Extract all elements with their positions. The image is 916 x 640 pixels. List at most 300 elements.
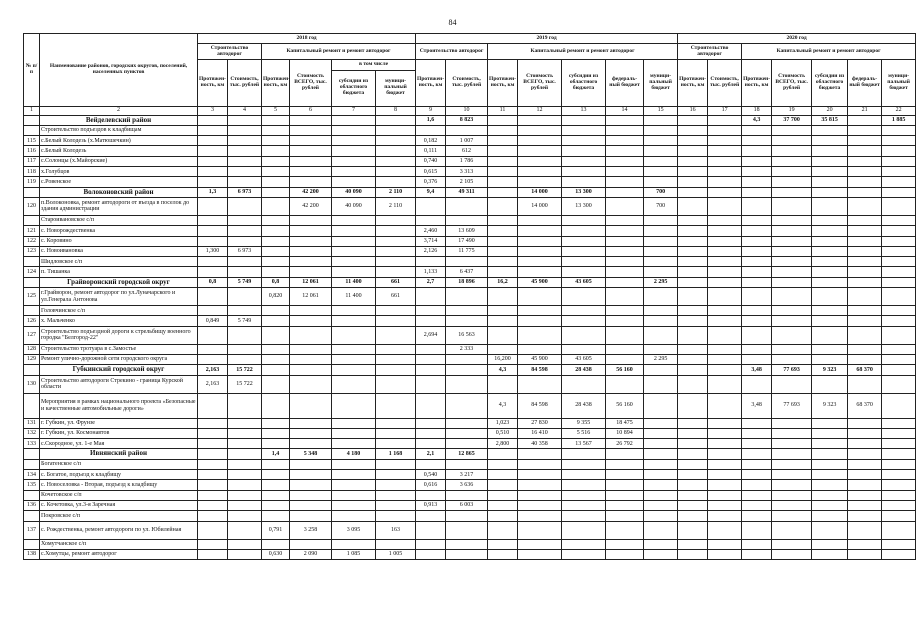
row-name: с. Коровино [40, 236, 198, 246]
cell-col-8 [376, 236, 416, 246]
cell-col-18 [742, 521, 772, 539]
cell-col-12: 16 410 [518, 428, 562, 438]
cell-col-15: 2 295 [644, 354, 678, 364]
cell-col-9: 0,615 [416, 167, 446, 177]
cell-col-8 [376, 215, 416, 225]
cell-col-4: 6 973 [228, 246, 262, 256]
cell-col-22 [882, 177, 916, 187]
cell-col-8 [376, 177, 416, 187]
header-construction-2018: Строительство автодорог [198, 44, 262, 60]
cell-col-4 [228, 549, 262, 559]
cell-col-11 [488, 539, 518, 549]
cell-col-19 [772, 326, 812, 344]
cell-col-6: 3 258 [290, 521, 332, 539]
cell-col-8 [376, 326, 416, 344]
cell-col-7 [332, 539, 376, 549]
cell-col-8 [376, 490, 416, 500]
cell-col-19 [772, 215, 812, 225]
cell-col-21 [848, 428, 882, 438]
cell-col-12 [518, 257, 562, 267]
cell-col-14 [606, 449, 644, 459]
cell-col-13 [562, 326, 606, 344]
region-row [24, 115, 916, 125]
column-numbers-row [24, 106, 916, 115]
row-name: Головчинское с/п [40, 306, 198, 316]
cell-col-14 [606, 197, 644, 215]
row-number: 126 [24, 316, 40, 326]
cell-col-8 [376, 306, 416, 316]
cell-col-20 [812, 439, 848, 449]
cell-col-11 [488, 316, 518, 326]
cell-col-11 [488, 215, 518, 225]
cell-col-9 [416, 375, 446, 393]
cell-col-20 [812, 236, 848, 246]
cell-col-14 [606, 257, 644, 267]
header-repair-2020: Капитальный ремонт и ремонт автодорог [742, 44, 916, 60]
cell-col-20 [812, 500, 848, 510]
cell-col-11: 4,3 [488, 365, 518, 375]
cell-col-8 [376, 226, 416, 236]
cell-col-21 [848, 439, 882, 449]
cell-col-6: 42 200 [290, 197, 332, 215]
cell-col-8 [376, 125, 416, 135]
cell-col-9 [416, 511, 446, 521]
row-number [24, 125, 40, 135]
cell-col-22 [882, 288, 916, 306]
cell-col-11 [488, 521, 518, 539]
cell-col-12: 45 900 [518, 277, 562, 287]
row-name: х. Мальченко [40, 316, 198, 326]
header-num: № п/п [24, 34, 40, 107]
cell-col-5 [262, 354, 290, 364]
header-cost: Стоимость, тыс. рублей [708, 60, 742, 106]
cell-col-13 [562, 267, 606, 277]
header-construction-2020: Строительство автодорог [678, 44, 742, 60]
row-number: 137 [24, 521, 40, 539]
cell-col-5 [262, 267, 290, 277]
column-number: 10 [446, 106, 488, 115]
cell-col-20 [812, 480, 848, 490]
cell-col-8: 1 005 [376, 549, 416, 559]
cell-col-19 [772, 459, 812, 469]
cell-col-15 [644, 449, 678, 459]
cell-col-14 [606, 187, 644, 197]
cell-col-10 [446, 375, 488, 393]
cell-col-17 [708, 354, 742, 364]
cell-col-3 [198, 257, 228, 267]
row-number [24, 511, 40, 521]
row-number: 132 [24, 428, 40, 438]
cell-col-5 [262, 306, 290, 316]
row-name: Кочетовское с/п [40, 490, 198, 500]
cell-col-14 [606, 156, 644, 166]
cell-col-9: 0,616 [416, 480, 446, 490]
row-number [24, 257, 40, 267]
cell-col-10 [446, 288, 488, 306]
cell-col-15 [644, 459, 678, 469]
subsection-row [24, 215, 916, 225]
cell-col-14 [606, 277, 644, 287]
cell-col-6 [290, 146, 332, 156]
cell-col-11 [488, 197, 518, 215]
cell-col-13: 9 355 [562, 418, 606, 428]
cell-col-18 [742, 539, 772, 549]
cell-col-14 [606, 511, 644, 521]
cell-col-16 [678, 439, 708, 449]
cell-col-18 [742, 490, 772, 500]
cell-col-7 [332, 156, 376, 166]
cell-col-5 [262, 470, 290, 480]
cell-col-16 [678, 306, 708, 316]
cell-col-6 [290, 215, 332, 225]
cell-col-6: 12 061 [290, 277, 332, 287]
row-name: с. Новоивановка [40, 246, 198, 256]
cell-col-21 [848, 115, 882, 125]
cell-col-10 [446, 439, 488, 449]
cell-col-15 [644, 326, 678, 344]
cell-col-7 [332, 167, 376, 177]
cell-col-16 [678, 354, 708, 364]
cell-col-21 [848, 215, 882, 225]
subsection-row [24, 257, 916, 267]
row-number: 138 [24, 549, 40, 559]
cell-col-12 [518, 146, 562, 156]
cell-col-15 [644, 521, 678, 539]
cell-col-22 [882, 393, 916, 418]
cell-col-21 [848, 246, 882, 256]
cell-col-5 [262, 326, 290, 344]
cell-col-21 [848, 326, 882, 344]
cell-col-3 [198, 115, 228, 125]
cell-col-6: 2 090 [290, 549, 332, 559]
cell-col-13 [562, 167, 606, 177]
cell-col-17 [708, 177, 742, 187]
cell-col-11 [488, 326, 518, 344]
table-row [24, 326, 916, 344]
column-number: 13 [562, 106, 606, 115]
cell-col-15 [644, 490, 678, 500]
cell-col-8: 2 110 [376, 197, 416, 215]
cell-col-12 [518, 500, 562, 510]
cell-col-11 [488, 470, 518, 480]
cell-col-21 [848, 146, 882, 156]
cell-col-9: 9,4 [416, 187, 446, 197]
cell-col-6 [290, 539, 332, 549]
cell-col-17 [708, 439, 742, 449]
cell-col-20 [812, 418, 848, 428]
cell-col-7 [332, 125, 376, 135]
table-row [24, 354, 916, 364]
row-number: 133 [24, 439, 40, 449]
cell-col-20 [812, 344, 848, 354]
cell-col-13 [562, 480, 606, 490]
cell-col-9: 1,6 [416, 115, 446, 125]
cell-col-3 [198, 288, 228, 306]
cell-col-19: 37 700 [772, 115, 812, 125]
cell-col-3 [198, 521, 228, 539]
row-number: 135 [24, 480, 40, 490]
cell-col-8 [376, 115, 416, 125]
cell-col-6 [290, 306, 332, 316]
cell-col-16 [678, 393, 708, 418]
cell-col-6 [290, 236, 332, 246]
cell-col-15 [644, 136, 678, 146]
cell-col-10 [446, 539, 488, 549]
cell-col-7 [332, 115, 376, 125]
cell-col-6 [290, 136, 332, 146]
column-number: 12 [518, 106, 562, 115]
cell-col-6 [290, 428, 332, 438]
cell-col-6 [290, 490, 332, 500]
cell-col-7 [332, 257, 376, 267]
cell-col-14 [606, 146, 644, 156]
cell-col-20 [812, 490, 848, 500]
column-number: 22 [882, 106, 916, 115]
cell-col-15 [644, 288, 678, 306]
cell-col-6 [290, 246, 332, 256]
cell-col-10: 13 609 [446, 226, 488, 236]
cell-col-3: 2,163 [198, 365, 228, 375]
cell-col-22 [882, 146, 916, 156]
cell-col-5 [262, 125, 290, 135]
cell-col-9: 0,913 [416, 500, 446, 510]
cell-col-6: 12 061 [290, 288, 332, 306]
cell-col-18 [742, 136, 772, 146]
row-number: 123 [24, 246, 40, 256]
cell-col-9: 0,182 [416, 136, 446, 146]
cell-col-9: 1,133 [416, 267, 446, 277]
cell-col-13 [562, 115, 606, 125]
cell-col-10 [446, 428, 488, 438]
cell-col-10 [446, 418, 488, 428]
cell-col-17 [708, 500, 742, 510]
cell-col-18 [742, 549, 772, 559]
cell-col-8 [376, 136, 416, 146]
cell-col-7 [332, 459, 376, 469]
cell-col-10: 6 437 [446, 267, 488, 277]
cell-col-4 [228, 439, 262, 449]
cell-col-14 [606, 470, 644, 480]
cell-col-4: 15 722 [228, 375, 262, 393]
row-name: Мероприятия в рамках национального проекта «Безопасные и качественные автомобильные дороги» [40, 393, 198, 418]
row-name: г. Губкин, ул. Фрунзе [40, 418, 198, 428]
cell-col-5: 0,820 [262, 288, 290, 306]
header-municipal: муници-пальный бюджет [644, 60, 678, 106]
cell-col-16 [678, 365, 708, 375]
cell-col-20: 9 323 [812, 393, 848, 418]
row-name: Ремонт улично-дорожной сети городского округа [40, 354, 198, 364]
cell-col-17 [708, 480, 742, 490]
row-number [24, 490, 40, 500]
cell-col-21 [848, 177, 882, 187]
cell-col-22 [882, 459, 916, 469]
header-cost-total: Стоимость ВСЕГО, тыс. рублей [290, 60, 332, 106]
cell-col-4 [228, 326, 262, 344]
cell-col-3 [198, 156, 228, 166]
cell-col-17 [708, 521, 742, 539]
cell-col-17 [708, 549, 742, 559]
cell-col-7 [332, 354, 376, 364]
table-row [24, 344, 916, 354]
cell-col-16 [678, 125, 708, 135]
column-number: 18 [742, 106, 772, 115]
cell-col-11: 2,800 [488, 439, 518, 449]
cell-col-22 [882, 375, 916, 393]
subsection-row [24, 125, 916, 135]
cell-col-4 [228, 539, 262, 549]
cell-col-22 [882, 156, 916, 166]
cell-col-22 [882, 236, 916, 246]
cell-col-10: 1 007 [446, 136, 488, 146]
cell-col-21 [848, 288, 882, 306]
cell-col-7 [332, 375, 376, 393]
cell-col-18 [742, 449, 772, 459]
cell-col-13: 28 438 [562, 393, 606, 418]
cell-col-10: 2 333 [446, 344, 488, 354]
cell-col-21 [848, 167, 882, 177]
header-length: Протяжен-ность, км [262, 60, 290, 106]
cell-col-3 [198, 197, 228, 215]
header-repair-2019: Капитальный ремонт и ремонт автодорог [488, 44, 678, 60]
cell-col-7 [332, 470, 376, 480]
cell-col-10: 11 775 [446, 246, 488, 256]
cell-col-5 [262, 246, 290, 256]
cell-col-21 [848, 354, 882, 364]
cell-col-12 [518, 115, 562, 125]
cell-col-3: 1,3 [198, 187, 228, 197]
cell-col-4 [228, 511, 262, 521]
cell-col-14 [606, 549, 644, 559]
header-name: Наименование районов, городских округов, поселений, населенных пунктов [40, 34, 198, 107]
cell-col-20: 35 815 [812, 115, 848, 125]
cell-col-22 [882, 490, 916, 500]
cell-col-18 [742, 277, 772, 287]
cell-col-22 [882, 326, 916, 344]
cell-col-17 [708, 344, 742, 354]
cell-col-8 [376, 365, 416, 375]
cell-col-13 [562, 375, 606, 393]
cell-col-16 [678, 521, 708, 539]
cell-col-8 [376, 439, 416, 449]
cell-col-11 [488, 167, 518, 177]
header-year-2019: 2019 год [416, 34, 678, 44]
cell-col-8 [376, 267, 416, 277]
cell-col-6 [290, 125, 332, 135]
cell-col-5: 0,791 [262, 521, 290, 539]
header-length: Протяжен-ность, км [678, 60, 708, 106]
cell-col-21 [848, 316, 882, 326]
cell-col-7: 1 085 [332, 549, 376, 559]
cell-col-5 [262, 146, 290, 156]
table-row [24, 197, 916, 215]
cell-col-9: 0,740 [416, 156, 446, 166]
cell-col-14 [606, 226, 644, 236]
cell-col-14 [606, 215, 644, 225]
cell-col-12 [518, 267, 562, 277]
cell-col-13: 43 605 [562, 354, 606, 364]
cell-col-4 [228, 136, 262, 146]
cell-col-15 [644, 375, 678, 393]
subsection-row [24, 490, 916, 500]
cell-col-4 [228, 459, 262, 469]
cell-col-17 [708, 288, 742, 306]
table-row [24, 375, 916, 393]
cell-col-11 [488, 306, 518, 316]
cell-col-9 [416, 257, 446, 267]
row-number [24, 187, 40, 197]
row-name: п. Тишанка [40, 267, 198, 277]
cell-col-15 [644, 306, 678, 316]
cell-col-16 [678, 418, 708, 428]
cell-col-9 [416, 521, 446, 539]
cell-col-16 [678, 257, 708, 267]
cell-col-13: 43 605 [562, 277, 606, 287]
cell-col-12 [518, 326, 562, 344]
table-row [24, 246, 916, 256]
row-number: 124 [24, 267, 40, 277]
cell-col-3 [198, 306, 228, 316]
cell-col-12 [518, 226, 562, 236]
cell-col-4 [228, 521, 262, 539]
cell-col-12 [518, 246, 562, 256]
cell-col-11 [488, 246, 518, 256]
cell-col-16 [678, 167, 708, 177]
cell-col-12 [518, 549, 562, 559]
cell-col-22 [882, 439, 916, 449]
cell-col-11 [488, 449, 518, 459]
cell-col-9 [416, 306, 446, 316]
table-row [24, 500, 916, 510]
cell-col-8 [376, 246, 416, 256]
cell-col-7 [332, 326, 376, 344]
cell-col-13 [562, 177, 606, 187]
cell-col-13 [562, 521, 606, 539]
cell-col-11 [488, 257, 518, 267]
cell-col-15 [644, 365, 678, 375]
cell-col-13: 28 438 [562, 365, 606, 375]
cell-col-10: 49 311 [446, 187, 488, 197]
cell-col-11 [488, 511, 518, 521]
row-name: Строительство автодороги Стрекино - граница Курской области [40, 375, 198, 393]
cell-col-8 [376, 511, 416, 521]
row-name: Грайворонский городской округ [40, 277, 198, 287]
header-federal: федераль-ный бюджет [848, 60, 882, 106]
row-name: Богатенское с/п [40, 459, 198, 469]
cell-col-4 [228, 428, 262, 438]
cell-col-15 [644, 226, 678, 236]
header-including: в том числе [332, 60, 416, 70]
table-row [24, 470, 916, 480]
cell-col-14 [606, 326, 644, 344]
cell-col-18 [742, 439, 772, 449]
cell-col-11 [488, 459, 518, 469]
cell-col-17 [708, 246, 742, 256]
cell-col-5 [262, 115, 290, 125]
table-row [24, 136, 916, 146]
cell-col-17 [708, 490, 742, 500]
subsection-row [24, 539, 916, 549]
row-name: г.Грайворон, ремонт автодорог по ул.Луначарского и ул.Генерала Антонова [40, 288, 198, 306]
row-number: 128 [24, 344, 40, 354]
cell-col-21: 68 370 [848, 365, 882, 375]
cell-col-16 [678, 136, 708, 146]
cell-col-19 [772, 500, 812, 510]
cell-col-15 [644, 470, 678, 480]
cell-col-21 [848, 125, 882, 135]
row-number: 117 [24, 156, 40, 166]
cell-col-7 [332, 226, 376, 236]
cell-col-19 [772, 177, 812, 187]
